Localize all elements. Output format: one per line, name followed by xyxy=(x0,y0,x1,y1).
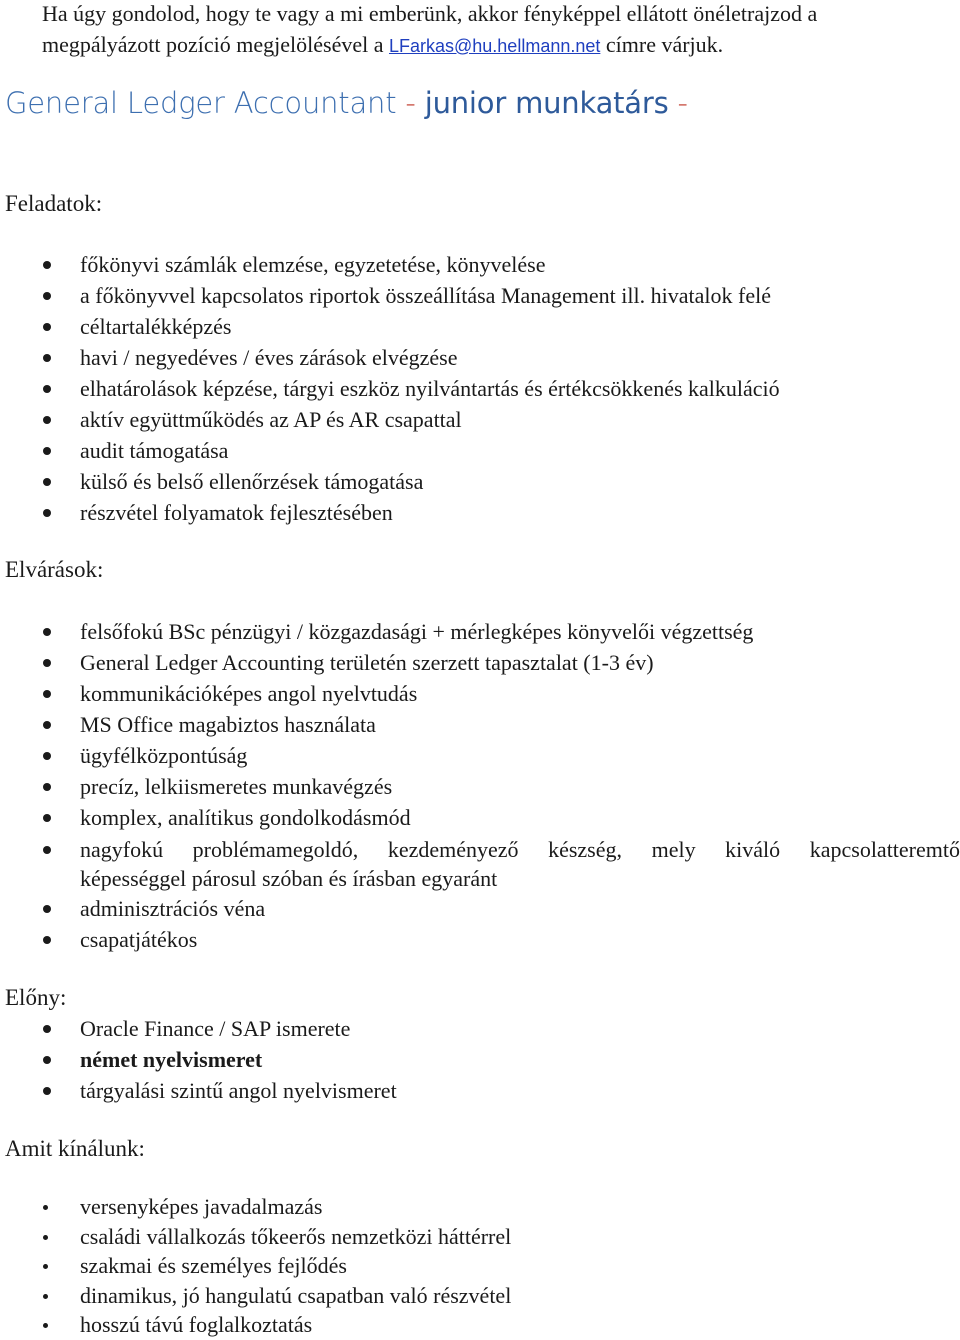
bullet-icon xyxy=(43,385,51,393)
list-item: szakmai és személyes fejlődés xyxy=(0,1251,960,1281)
bullet-icon xyxy=(43,1056,51,1064)
intro-paragraph xyxy=(42,0,952,62)
bullet-icon xyxy=(43,1323,48,1328)
bullet-icon xyxy=(43,416,51,424)
job-title-dash-left: - xyxy=(405,86,425,120)
list-item: csapatjátékos xyxy=(0,924,960,955)
bullet-icon xyxy=(43,628,51,636)
bullet-icon xyxy=(43,292,51,300)
bullet-icon xyxy=(43,905,51,913)
list-item: felsőfokú BSc pénzügyi / közgazdasági + mérlegképes könyvelői végzettség xyxy=(0,616,960,647)
list-item: versenyképes javadalmazás xyxy=(0,1192,960,1222)
bullet-icon xyxy=(43,1025,51,1033)
list-item: német nyelvismeret xyxy=(0,1044,960,1075)
list-item: céltartalékképzés xyxy=(0,311,960,342)
bullet-icon xyxy=(43,478,51,486)
bullet-icon xyxy=(43,323,51,331)
intro-line-1: Ha úgy gondolod, hogy te vagy a mi emberünk, akkor fényképpel ellátott önéletrajzod a xyxy=(42,1,818,26)
list-item: audit támogatása xyxy=(0,435,960,466)
intro-text-after-email: címre várjuk. xyxy=(600,32,724,57)
list-item: részvétel folyamatok fejlesztésében xyxy=(0,497,960,528)
intro-line-2 xyxy=(42,29,952,62)
job-title-main: General Ledger Accountant xyxy=(5,86,406,120)
email-link[interactable]: LFarkas@hu.hellmann.net xyxy=(388,36,601,56)
list-item: havi / negyedéves / éves zárások elvégzése xyxy=(0,342,960,373)
list-item: dinamikus, jó hangulatú csapatban való részvétel xyxy=(0,1281,960,1311)
list-item: adminisztrációs véna xyxy=(0,893,960,924)
intro-text-before-email: megpályázott pozíció megjelölésével a xyxy=(42,32,389,57)
bullet-icon xyxy=(43,783,51,791)
bullet-icon xyxy=(43,846,51,854)
list-item: főkönyvi számlák elemzése, egyzetetése, könyvelése xyxy=(0,249,960,280)
bullet-icon xyxy=(43,261,51,269)
list-item: elhatárolások képzése, tárgyi eszköz nyilvántartás és értékcsökkenés kalkuláció xyxy=(0,373,960,404)
bullet-icon xyxy=(43,509,51,517)
bullet-icon xyxy=(43,936,51,944)
job-title-dash-right: - xyxy=(668,86,688,120)
tasks-heading: Feladatok: xyxy=(5,191,103,216)
list-item: hosszú távú foglalkoztatás xyxy=(0,1310,960,1340)
list-item: tárgyalási szintű angol nyelvismeret xyxy=(0,1075,960,1106)
tasks-list xyxy=(0,249,960,528)
bullet-icon xyxy=(43,721,51,729)
requirements-heading: Elvárások: xyxy=(5,557,104,582)
requirements-list xyxy=(0,616,960,955)
bullet-icon xyxy=(43,354,51,362)
list-item: General Ledger Accounting területén szerzett tapasztalat (1-3 év) xyxy=(0,647,960,678)
list-item: komplex, analítikus gondolkodásmód xyxy=(0,802,960,833)
bullet-icon xyxy=(43,447,51,455)
bullet-icon xyxy=(43,1264,48,1269)
list-item: Oracle Finance / SAP ismerete xyxy=(0,1013,960,1044)
bullet-icon xyxy=(43,659,51,667)
list-item: aktív együttműködés az AP és AR csapattal xyxy=(0,404,960,435)
list-item: ügyfélközpontúság xyxy=(0,740,960,771)
bullet-icon xyxy=(43,814,51,822)
bullet-icon xyxy=(43,1205,48,1210)
offer-heading: Amit kínálunk: xyxy=(5,1136,145,1161)
offer-list xyxy=(0,1192,960,1340)
advantage-list xyxy=(0,1013,960,1106)
bullet-icon xyxy=(43,752,51,760)
list-item: a főkönyvvel kapcsolatos riportok összeállítása Management ill. hivatalok felé xyxy=(0,280,960,311)
list-item: kommunikációképes angol nyelvtudás xyxy=(0,678,960,709)
list-item: nagyfokú problémamegoldó, kezdeményező készség, mely kiváló kapcsolatteremtő képességgel párosul szóban és írásban egyaránt xyxy=(0,835,960,893)
advantage-heading: Előny: xyxy=(5,985,67,1010)
bullet-icon xyxy=(43,1235,48,1240)
job-title-junior: junior munkatárs xyxy=(424,86,669,120)
bullet-icon xyxy=(43,1087,51,1095)
list-item: MS Office magabiztos használata xyxy=(0,709,960,740)
list-item: családi vállalkozás tőkeerős nemzetközi háttérrel xyxy=(0,1222,960,1252)
bullet-icon xyxy=(43,690,51,698)
list-item: külső és belső ellenőrzések támogatása xyxy=(0,466,960,497)
bullet-icon xyxy=(43,1294,48,1299)
job-title xyxy=(5,86,688,120)
list-item: precíz, lelkiismeretes munkavégzés xyxy=(0,771,960,802)
